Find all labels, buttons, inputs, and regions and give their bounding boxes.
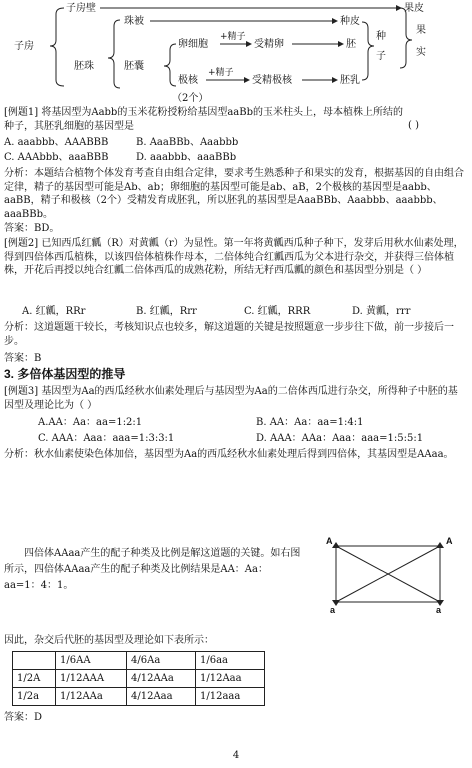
example2-option-b: B. 红瓤，Rrr <box>136 306 197 317</box>
example3-option-d: D. AAA：AAa：Aaa：aaa=1:5:5:1 <box>256 433 424 444</box>
diagram-zhong: 种 <box>376 31 386 42</box>
table-row <box>13 652 265 670</box>
example3-option-a: A.AA：Aa：aa=1:2:1 <box>38 417 143 428</box>
square-label-top-left: A <box>326 536 333 546</box>
diagram-jingzi-1: +精子 <box>220 32 246 42</box>
example3-answer: 答案：D <box>4 712 43 723</box>
table-cell: 1/12aaa <box>196 688 265 706</box>
gamete-square-diagram <box>324 534 464 614</box>
table-cell: 1/12AAa <box>56 688 127 706</box>
diagram-zi: 子 <box>376 51 386 62</box>
diagram-shoujingluan: 受精卵 <box>254 39 284 50</box>
diagram-peizhu: 胚珠 <box>74 61 94 72</box>
table-cell: 1/12AAA <box>56 670 127 688</box>
example3-analysis-1: 分析：秋水仙素使染色体加倍，基因型为Aa的西瓜经秋水仙素处理后得到四倍体，其基因型是AAaa。 <box>4 449 454 460</box>
table-cell: 1/2a <box>13 688 56 706</box>
example2-option-d: D. 黄瓤，rrr <box>352 306 411 317</box>
example1-option-c: C. AAAbbb、aaaBBB <box>4 152 109 163</box>
square-label-bottom-right: a <box>436 605 442 615</box>
table-row <box>13 670 265 688</box>
diagram-peinang: 胚囊 <box>124 61 144 72</box>
diagram-jingzi-2: +精子 <box>208 68 234 78</box>
section3-heading: 3. 多倍体基因型的推导 <box>4 367 126 381</box>
square-label-top-right: A <box>446 536 453 546</box>
diagram-peiru: 胚乳 <box>340 75 360 86</box>
diagram-pei: 胚 <box>346 39 356 50</box>
example3-question: [例题3] 基因型为Aa的西瓜经秋水仙素处理后与基因型为Aa的二倍体西瓜进行杂交，所得种子中胚的基因型及理论比为（ ） <box>4 386 458 411</box>
example3-option-c: C. AAA：Aaa：aaa=1:3:3:1 <box>38 433 175 444</box>
table-cell: 4/6Aa <box>127 652 196 670</box>
example2-analysis: 分析：这道题题干较长，考核知识点也较多，解这道题的关键是按照题意一步步往下做，前一步接后一步。 <box>4 322 454 347</box>
table-cell: 4/12AAa <box>127 670 196 688</box>
diagram-shoujingjihe: 受精极核 <box>252 75 292 86</box>
example1-answer: 答案：BD。 <box>4 223 60 234</box>
diagram-jihe: 极核 <box>178 75 198 86</box>
genotype-table <box>12 651 265 706</box>
example2-answer: 答案：B <box>4 353 42 364</box>
example2-option-a: A. 红瓤，RRr <box>22 306 86 317</box>
diagram-luanxibao: 卵细胞 <box>178 39 208 50</box>
example2-question: [例题2] 已知西瓜红瓤（R）对黄瓤（r）为显性。第一年将黄瓤西瓜种子种下，发芽后用秋水仙素处理，得到四倍体西瓜植株，以该四倍体植株作母本，二倍体纯合红瓤西瓜为父本进行杂交，并获得三倍体植株，开花后再授以纯合红瓤二倍体西瓜的成熟花粉，所结无籽西瓜瓤的颜色和基因型分别是（ ） <box>4 238 464 276</box>
diagram-guo: 果 <box>416 25 426 36</box>
diagram-guopi: 果皮 <box>404 3 424 14</box>
square-label-bottom-left: a <box>330 605 336 615</box>
example3-analysis-2: 四倍体AAaa产生的配子种类及比例是解这道题的关键。如右图所示，四倍体AAaa产生的配子种类及比例结果是AA：Aa：aa=1：4：1。 <box>4 548 301 591</box>
table-cell: 1/12Aaa <box>196 670 265 688</box>
table-row <box>13 688 265 706</box>
diagram-shi: 实 <box>416 47 426 58</box>
diagram-zifangbi: 子房壁 <box>66 3 96 14</box>
example1-analysis: 分析：本题结合植物个体发育考查自由组合定律，要求考生熟悉种子和果实的发育，根据基因的自由组合定律，精子的基因型可能是Ab、ab；卵细胞的基因型可能是ab、aB，2个极核的基因型是aabb、aaBB，精子和极核（2个）受精发育成胚乳，所以胚乳的基因型是AaaBBb、Aaabbb、aaabbb、aaaBBb。 <box>4 168 464 220</box>
diagram-count: （2个） <box>172 93 209 104</box>
example3-option-b: B. AA：Aa：aa=1:4:1 <box>256 417 364 428</box>
example1-question: [例题1] 将基因型为Aabb的玉米花粉授粉给基因型aaBb的玉米柱头上，母本植株上所结的种子，其胚乳细胞的基因型是 <box>4 107 404 132</box>
table-cell: 1/6AA <box>56 652 127 670</box>
diagram-zifang: 子房 <box>14 41 34 52</box>
table-cell: 4/12Aaa <box>127 688 196 706</box>
example1-option-d: D. aaabbb、aaaBBb <box>136 152 237 163</box>
diagram-zhongpi: 种皮 <box>340 16 360 27</box>
example1-option-a: A. aaabbb、AAABBB <box>4 137 109 148</box>
example1-paren: ( ) <box>408 120 419 131</box>
table-cell <box>13 652 56 670</box>
example1-option-b: B. AaaBBb、Aaabbb <box>136 137 239 148</box>
example2-option-c: C. 红瓤，RRR <box>244 306 311 317</box>
example3-table-intro: 因此，杂交后代胚的基因型及理论如下表所示： <box>4 635 214 646</box>
diagram-zhubei: 珠被 <box>124 16 144 27</box>
page-number: 4 <box>232 750 240 761</box>
table-cell: 1/2A <box>13 670 56 688</box>
table-cell: 1/6aa <box>196 652 265 670</box>
development-diagram-lines <box>0 0 472 120</box>
